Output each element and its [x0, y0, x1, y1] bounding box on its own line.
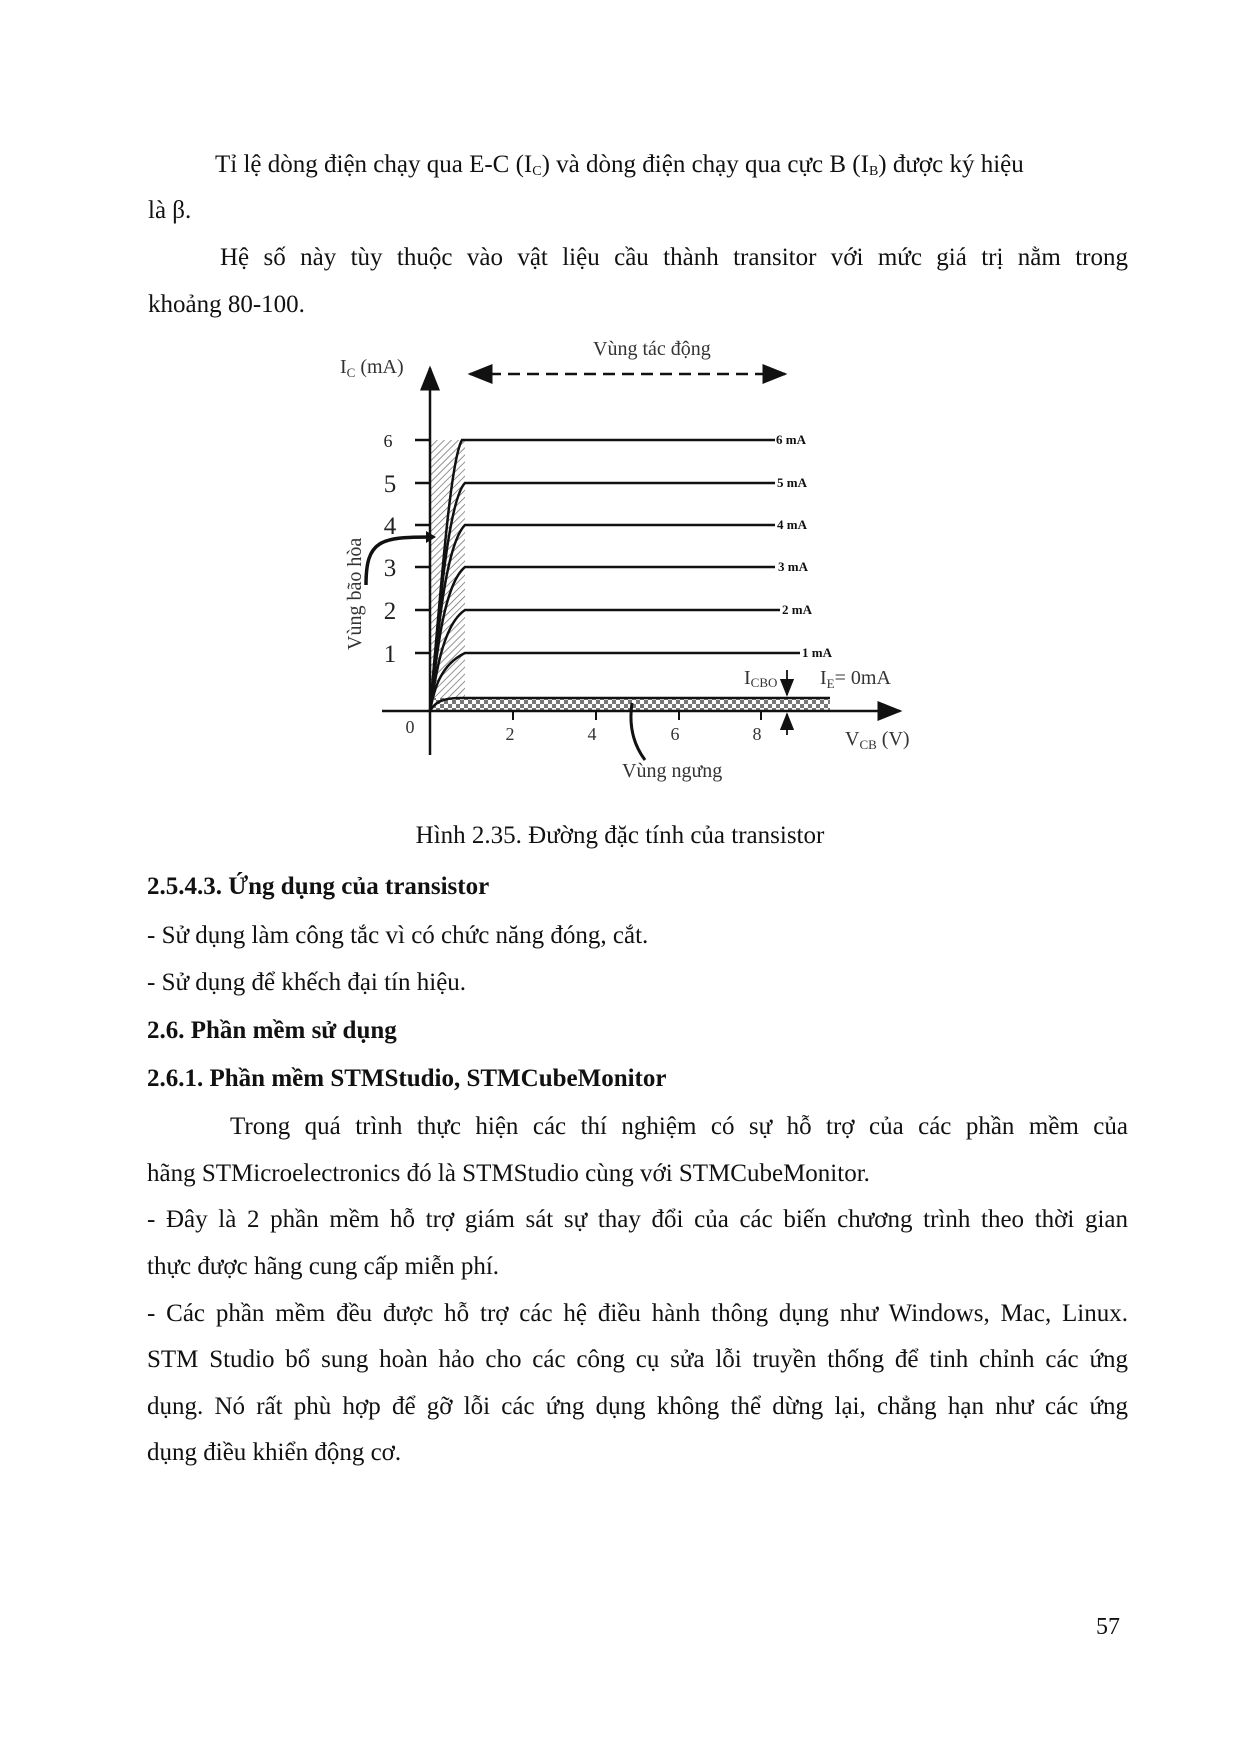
paragraph-1-line-2: là β. [148, 197, 192, 224]
paragraph-1-line-1: Tỉ lệ dòng điện chạy qua E-C $(I_C)$ và dòng điện chạy qua cực B $(I_B)$ được ký hiệu [215, 151, 1024, 179]
body-line-3: - Đây là 2 phần mềm hỗ trợ giám sát sự thay đổi của các biến chương trình theo thời gian [147, 1206, 1128, 1233]
svg-text:2 mA: 2 mA [782, 602, 812, 617]
curve-6ma [430, 440, 778, 711]
bullet-1: - Sử dụng làm công tắc vì có chức năng đóng, cắt. [147, 922, 649, 949]
svg-text:8: 8 [752, 724, 762, 744]
saturation-pointer [366, 537, 432, 585]
svg-text:IE= 0mA: $I_E= 0mA$ [820, 667, 891, 691]
svg-text:1 mA: 1 mA [802, 645, 832, 660]
svg-text:2: 2 [383, 598, 397, 625]
body-line-5: - Các phần mềm đều được hỗ trợ các hệ điều hành thông dụng như Windows, Mac, Linux. [147, 1300, 1128, 1327]
curve-3ma [430, 567, 778, 711]
active-region-label: Vùng tác động [593, 338, 711, 360]
svg-text:6 mA: 6 mA [776, 432, 806, 447]
svg-text:ICBO: ICBO [744, 667, 778, 690]
svg-text:2: 2 [505, 724, 515, 744]
body-line-8: dụng điều khiển động cơ. [147, 1439, 402, 1466]
svg-text:VCB (V): $V_{CB}$ (V) [845, 728, 910, 752]
transistor-characteristic-chart [0, 0, 1240, 800]
svg-text:4: 4 [587, 724, 597, 744]
body-line-6: STM Studio bổ sung hoàn hảo cho các công cụ sửa lỗi truyền thống để tinh chỉnh các ứng [147, 1346, 1128, 1373]
paragraph-2-line-2: khoảng 80-100. [148, 291, 305, 318]
body-line-4: thực được hãng cung cấp miễn phí. [147, 1253, 500, 1280]
curve-4ma [430, 525, 778, 711]
svg-text:IC (mA): $I_C$ (mA) [340, 356, 404, 380]
body-line-1: Trong quá trình thực hiện các thí nghiệm có sự hỗ trợ của các phần mềm của [230, 1113, 1128, 1140]
heading-2543: 2.5.4.3. Ứng dụng của transistor [147, 873, 490, 900]
curve-2ma [430, 610, 780, 711]
svg-text:4 mA: 4 mA [777, 517, 807, 532]
svg-text:3: 3 [383, 555, 397, 582]
heading-26: 2.6. Phần mềm sử dụng [147, 1017, 397, 1044]
svg-text:0: 0 [405, 717, 415, 737]
cutoff-label: Vùng ngưng [622, 760, 723, 782]
svg-text:1: 1 [383, 641, 397, 668]
svg-text:6: 6 [670, 724, 680, 744]
svg-text:5 mA: 5 mA [777, 475, 807, 490]
saturation-label: Vùng bão hòa [344, 537, 366, 650]
svg-text:6: 6 [383, 431, 393, 451]
heading-261: 2.6.1. Phần mềm STMStudio, STMCubeMonitor [147, 1065, 667, 1092]
figure-caption: Hình 2.35. Đường đặc tính của transistor [415, 822, 825, 849]
body-line-2: hãng STMicroelectronics đó là STMStudio cùng với STMCubeMonitor. [147, 1160, 870, 1187]
bullet-2: - Sử dụng để khếch đại tín hiệu. [147, 969, 467, 996]
body-line-7: dụng. Nó rất phù hợp để gỡ lỗi các ứng dụng không thể dừng lại, chẳng hạn như các ứng [147, 1393, 1128, 1420]
svg-text:4: 4 [383, 513, 397, 540]
svg-text:5: 5 [383, 471, 397, 498]
paragraph-2-line-1: Hệ số này tùy thuộc vào vật liệu cầu thành transitor với mức giá trị nằm trong [220, 244, 1128, 271]
svg-text:3 mA: 3 mA [778, 559, 808, 574]
curve-5ma [430, 483, 778, 711]
page-number: 57 [1096, 1614, 1120, 1640]
